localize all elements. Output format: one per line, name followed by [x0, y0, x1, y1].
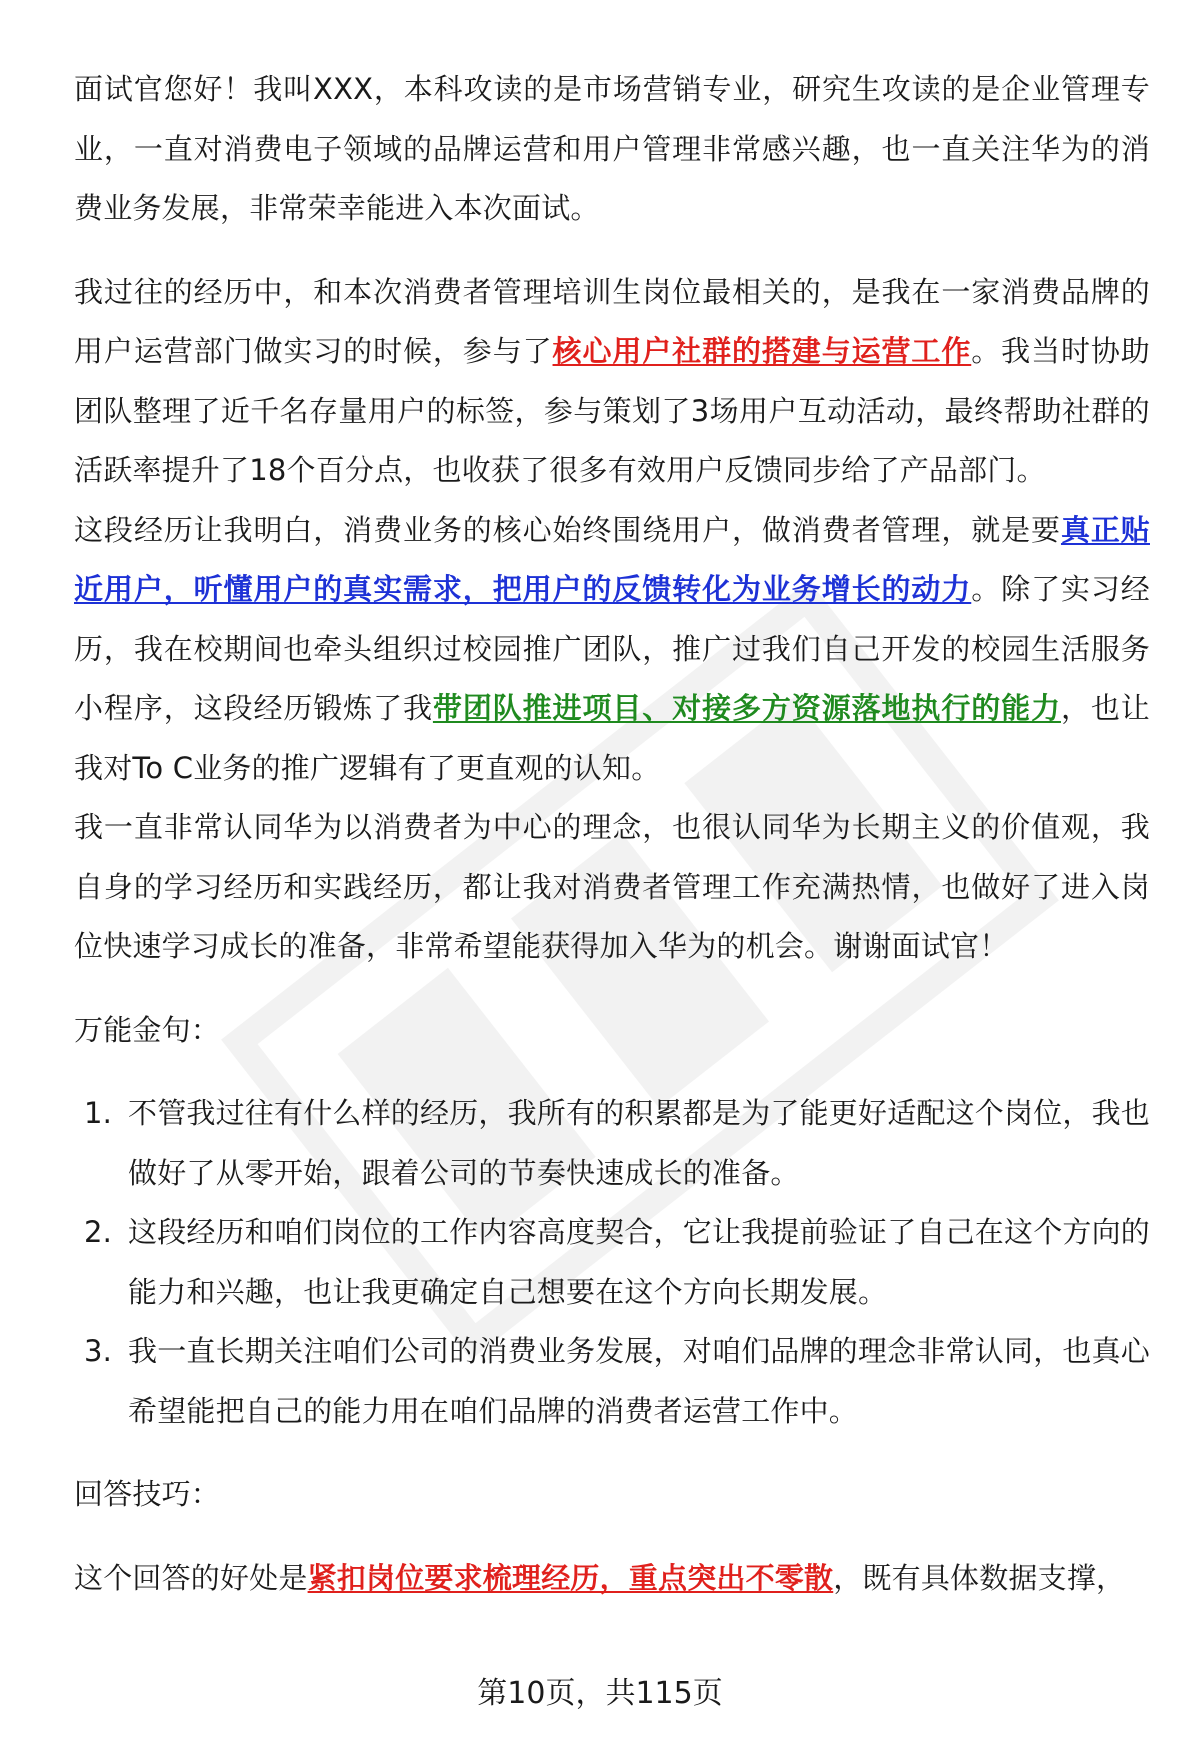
golden-heading: 万能金句： — [74, 1012, 221, 1047]
tips-text-b: ，既有具体数据支撑， — [833, 1560, 1126, 1595]
insight-highlight-green: 带团队推进项目、对接多方资源落地执行的能力 — [432, 691, 1061, 725]
insight-text-c: ，也让我对To C业务的推广逻辑有了更直观的认知。 — [74, 691, 1151, 785]
list-item-number: 1. — [84, 1096, 113, 1130]
tips-highlight: 紧扣岗位要求梳理经历，重点突出不零散 — [307, 1560, 834, 1595]
list-item-text: 不管我过往有什么样的经历，我所有的积累都是为了能更好适配这个岗位，我也做好了从零开始，跟着公司的节奏快速成长的准备。 — [128, 1096, 1151, 1190]
list-item — [74, 1203, 1150, 1322]
list-item-text: 这段经历和咱们岗位的工作内容高度契合，它让我提前验证了自己在这个方向的能力和兴趣，也让我更确定自己想要在这个方向长期发展。 — [128, 1215, 1151, 1309]
list-item-text: 我一直长期关注咱们公司的消费业务发展，对咱们品牌的理念非常认同，也真心希望能把自己的能力用在咱们品牌的消费者运营工作中。 — [128, 1334, 1151, 1428]
tips-text-a: 这个回答的好处是 — [74, 1560, 308, 1595]
closing-paragraph: 我一直非常认同华为以消费者为中心的理念，也很认同华为长期主义的价值观，我自身的学习经历和实践经历，都让我对消费者管理工作充满热情，也做好了进入岗位快速学习成长的准备，非常希望能获得加入华为的机会。谢谢面试官！ — [74, 810, 1150, 963]
list-item-number: 3. — [84, 1334, 113, 1368]
golden-sentence-list — [74, 1084, 1150, 1441]
tips-heading: 回答技巧： — [74, 1477, 221, 1511]
experience-text-b: 。我当时协助团队整理了近千名存量用户的标签，参与策划了3场用户互动活动，最终帮助社群的活跃率提升了18个百分点，也收获了很多有效用户反馈同步给了产品部门。 — [74, 334, 1150, 487]
insight-text-b: 。除了实习经历，我在校期间也牵头组织过校园推广团队，推广过我们自己开发的校园生活服务小程序，这段经历锻炼了我 — [74, 572, 1150, 725]
experience-paragraph — [74, 263, 1150, 501]
list-item-number: 2. — [84, 1215, 113, 1249]
insight-paragraph — [74, 501, 1150, 799]
tips-paragraph — [74, 1549, 1150, 1609]
intro-paragraph: 面试官您好！我叫XXX，本科攻读的是市场营销专业，研究生攻读的是企业管理专业，一直对消费电子领域的品牌运营和用户管理非常感兴趣，也一直关注华为的消费业务发展，非常荣幸能进入本次面试。 — [74, 72, 1150, 225]
experience-text-a: 我过往的经历中，和本次消费者管理培训生岗位最相关的，是我在一家消费品牌的用户运营部门做实习的时候，参与了 — [74, 274, 1150, 368]
page-number-footer: 第10页，共115页 — [477, 1676, 723, 1711]
insight-text-a: 这段经历让我明白，消费业务的核心始终围绕用户，做消费者管理，就是要 — [74, 512, 1061, 547]
document-body — [74, 60, 1150, 1608]
experience-highlight: 核心用户社群的搭建与运营工作 — [552, 334, 972, 368]
list-item — [74, 1322, 1150, 1441]
insight-highlight-blue: 真正贴近用户，听懂用户的真实需求，把用户的反馈转化为业务增长的动力 — [74, 512, 1150, 606]
list-item — [74, 1084, 1150, 1203]
